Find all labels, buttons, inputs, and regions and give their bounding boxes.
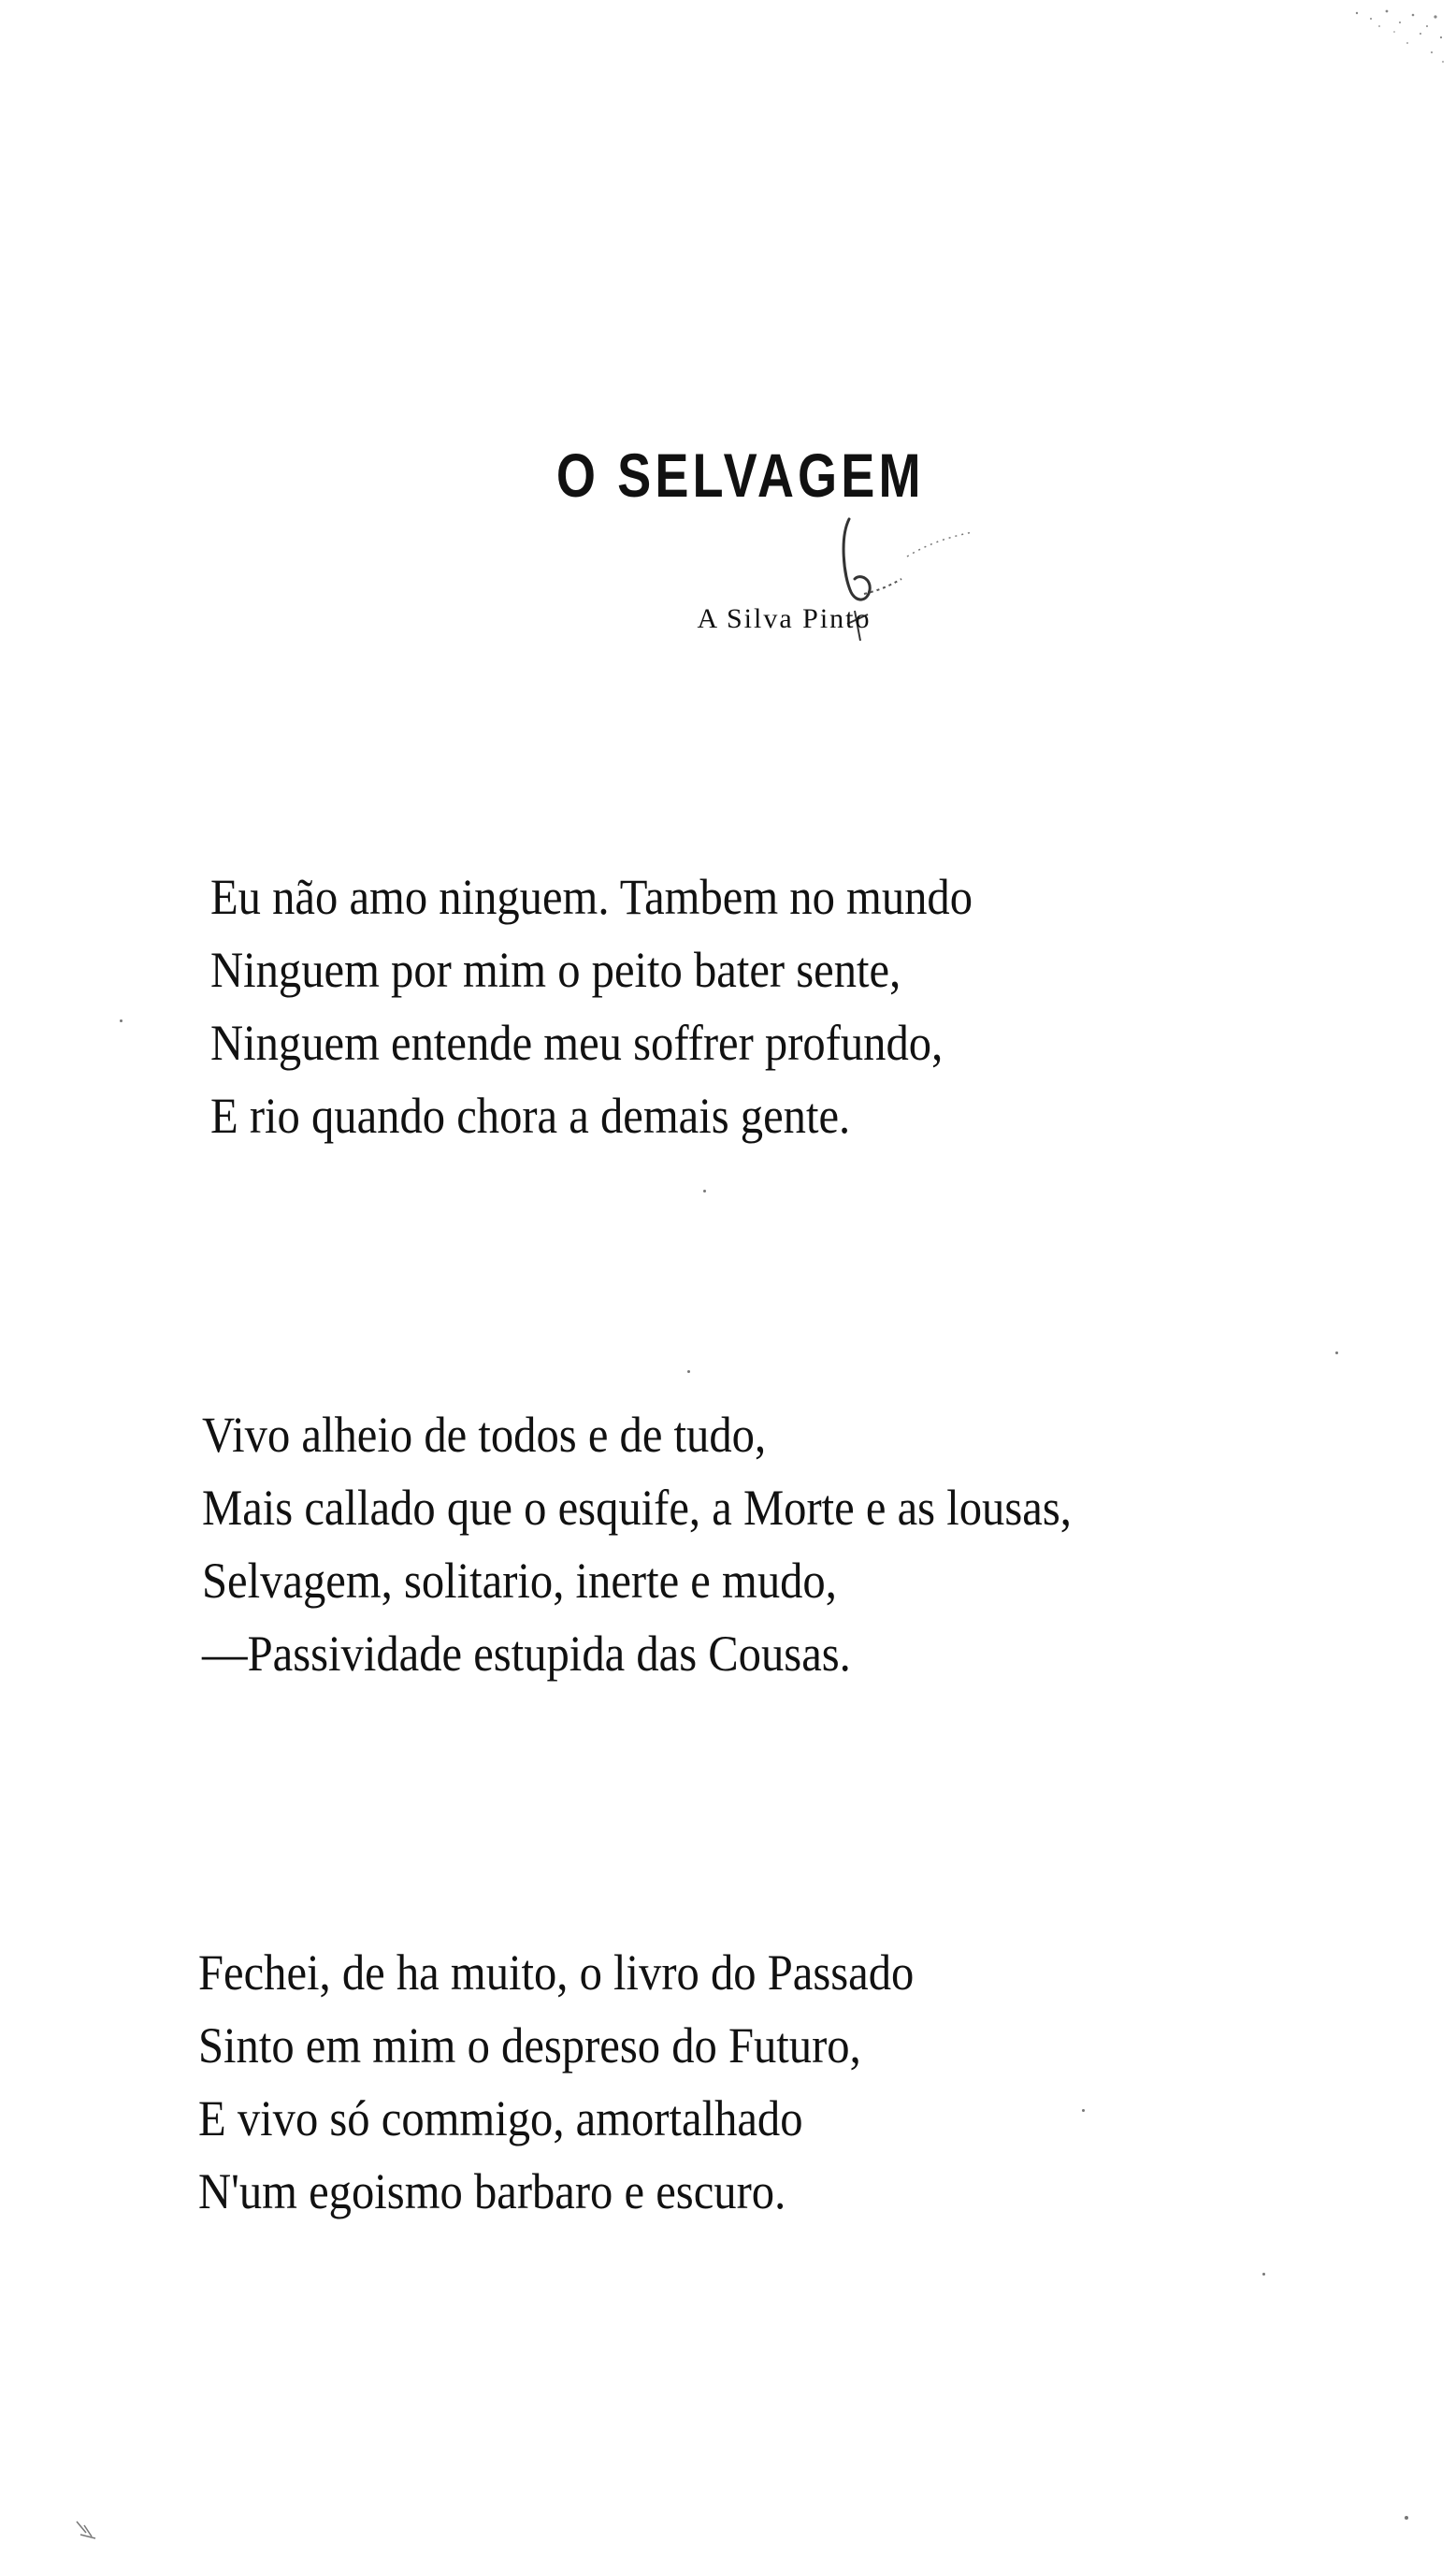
poem-dedication: A Silva Pinto <box>697 603 872 634</box>
stanza-2 <box>202 1398 1072 1690</box>
stanza-3 <box>198 1936 914 2228</box>
verse-line: N'um egoismo barbaro e escuro. <box>198 2163 786 2219</box>
scan-corner-mark <box>73 2516 110 2544</box>
scan-speck <box>120 1019 123 1022</box>
verse-line: Mais callado que o esquife, a Morte e as lousas, <box>202 1480 1072 1536</box>
verse-line: Vivo alheio de todos e de tudo, <box>202 1407 767 1463</box>
verse-line: E rio quando chora a demais gente. <box>210 1088 851 1144</box>
verse-line: —Passividade estupida das Cousas. <box>202 1626 851 1682</box>
poem-title: O SELVAGEM <box>555 441 925 510</box>
scan-speck <box>1335 1351 1338 1354</box>
scan-speck <box>1082 2109 1085 2112</box>
verse-line: Selvagem, solitario, inerte e mudo, <box>202 1553 837 1609</box>
verse-line: Eu não amo ninguem. Tambem no mundo <box>210 869 973 925</box>
verse-line: Fechei, de ha muito, o livro do Passado <box>198 1944 915 2001</box>
pencil-signature-mark <box>823 500 1001 659</box>
verse-line: Ninguem entende meu soffrer profundo, <box>210 1015 944 1071</box>
stanza-1 <box>210 860 973 1152</box>
scan-noise-decoration <box>1338 6 1450 71</box>
scan-speck <box>687 1370 690 1373</box>
scan-speck <box>1262 2273 1265 2276</box>
verse-line: Sinto em mim o despreso do Futuro, <box>198 2017 861 2074</box>
scan-speck <box>703 1190 706 1192</box>
scan-speck <box>1405 2516 1408 2520</box>
verse-line: Ninguem por mim o peito bater sente, <box>210 942 901 998</box>
verse-line: E vivo só commigo, amortalhado <box>198 2090 803 2146</box>
